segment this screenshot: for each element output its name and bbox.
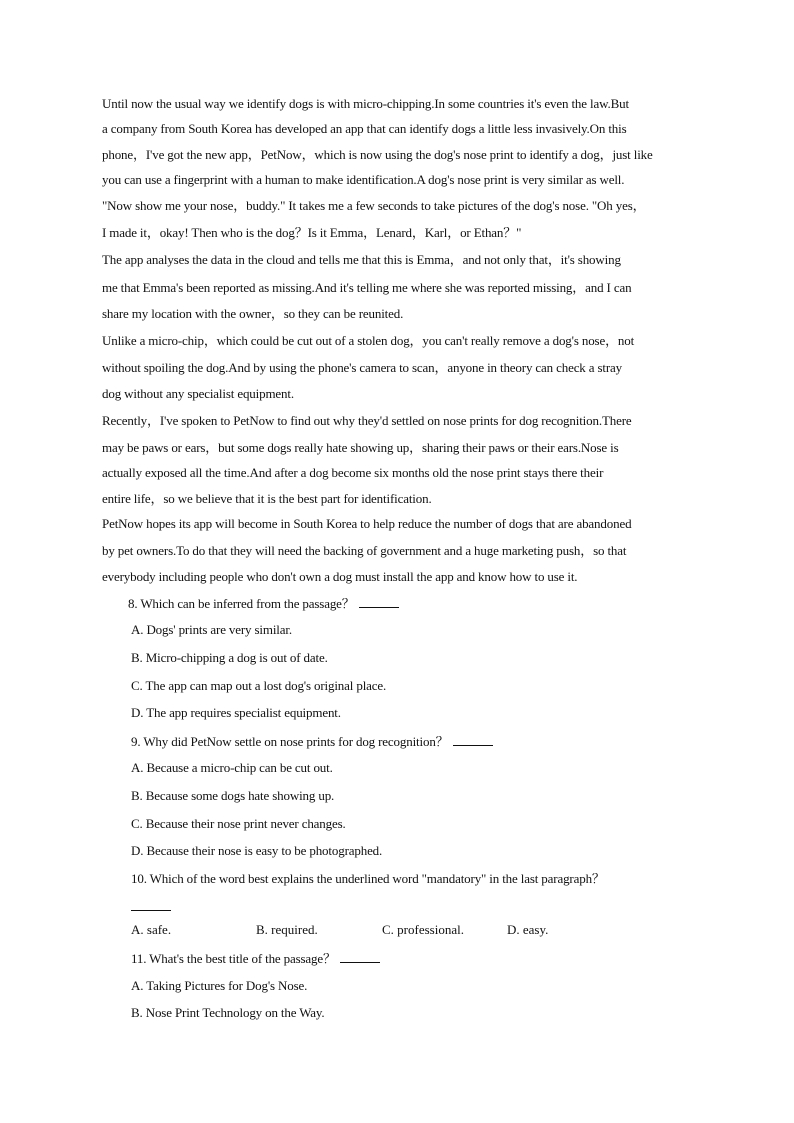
passage-line: me that Emma's been reported as missing.And it's telling me where she was reported missing，and I can — [102, 280, 632, 295]
passage-line: dog without any specialist equipment. — [102, 386, 294, 401]
question-11 — [131, 950, 380, 967]
option-9b: B. Because some dogs hate showing up. — [131, 788, 335, 803]
passage-line: Unlike a micro-chip，which could be cut out of a stolen dog，you can't really remove a dog's nose，not — [102, 333, 635, 348]
answer-blank[interactable] — [359, 595, 399, 608]
passage-line: phone，I've got the new app，PetNow，which is now using the dog's nose print to identify a dog，just like — [102, 147, 653, 162]
question-8 — [128, 595, 399, 612]
option-10a: A. safe. — [131, 922, 172, 937]
passage-line: by pet owners.To do that they will need the backing of government and a huge marketing push，so that — [102, 543, 627, 558]
option-10c: C. professional. — [382, 922, 464, 937]
passage-line: without spoiling the dog.And by using the phone's camera to scan，anyone in theory can check a stray — [102, 360, 622, 375]
option-11a: A. Taking Pictures for Dog's Nose. — [131, 978, 308, 993]
passage-line: The app analyses the data in the cloud and tells me that this is Emma，and not only that，it's showing — [102, 252, 621, 267]
passage-line: entire life，so we believe that it is the best part for identification. — [102, 491, 432, 506]
option-10d: D. easy. — [507, 922, 549, 937]
passage-line: share my location with the owner，so they can be reunited. — [102, 306, 404, 321]
option-11b: B. Nose Print Technology on the Way. — [131, 1005, 325, 1020]
question-10: 10. Which of the word best explains the underlined word "mandatory" in the last paragraph？ — [131, 871, 605, 886]
passage-line: everybody including people who don't own a dog must install the app and know how to use it. — [102, 569, 578, 584]
passage-line: Recently，I've spoken to PetNow to find out why they'd settled on nose prints for dog recognition.There — [102, 413, 632, 428]
option-8b: B. Micro-chipping a dog is out of date. — [131, 650, 328, 665]
answer-blank[interactable] — [131, 909, 171, 911]
answer-blank[interactable] — [340, 950, 380, 963]
passage-line: you can use a fingerprint with a human to make identification.A dog's nose print is very similar as well. — [102, 172, 625, 187]
question-text: 9. Why did PetNow settle on nose prints for dog recognition？ — [131, 734, 449, 749]
option-8a: A. Dogs' prints are very similar. — [131, 622, 292, 637]
option-10b: B. required. — [256, 922, 318, 937]
option-9a: A. Because a micro-chip can be cut out. — [131, 760, 333, 775]
options-row-10 — [131, 922, 631, 938]
passage-line: actually exposed all the time.And after a dog become six months old the nose print stays there their — [102, 465, 604, 480]
option-8c: C. The app can map out a lost dog's original place. — [131, 678, 387, 693]
option-8d: D. The app requires specialist equipment. — [131, 705, 341, 720]
passage-line: may be paws or ears，but some dogs really hate showing up，sharing their paws or their ears.Nose is — [102, 440, 619, 455]
answer-blank[interactable] — [453, 733, 493, 746]
question-text: 8. Which can be inferred from the passage？ — [128, 596, 355, 611]
passage-line: a company from South Korea has developed an app that can identify dogs a little less invasively.On this — [102, 121, 627, 136]
passage-line: Until now the usual way we identify dogs is with micro-chipping.In some countries it's even the law.But — [102, 96, 629, 111]
passage-line: "Now show me your nose，buddy." It takes me a few seconds to take pictures of the dog's nose. "Oh yes， — [102, 198, 646, 213]
passage-line: I made it，okay! Then who is the dog？Is it Emma，Lenard，Karl，or Ethan？" — [102, 225, 522, 240]
option-9c: C. Because their nose print never changes. — [131, 816, 346, 831]
passage-line: PetNow hopes its app will become in South Korea to help reduce the number of dogs that are abandoned — [102, 516, 632, 531]
question-9 — [131, 733, 493, 750]
question-text: 11. What's the best title of the passage？ — [131, 951, 336, 966]
option-9d: D. Because their nose is easy to be photographed. — [131, 843, 383, 858]
